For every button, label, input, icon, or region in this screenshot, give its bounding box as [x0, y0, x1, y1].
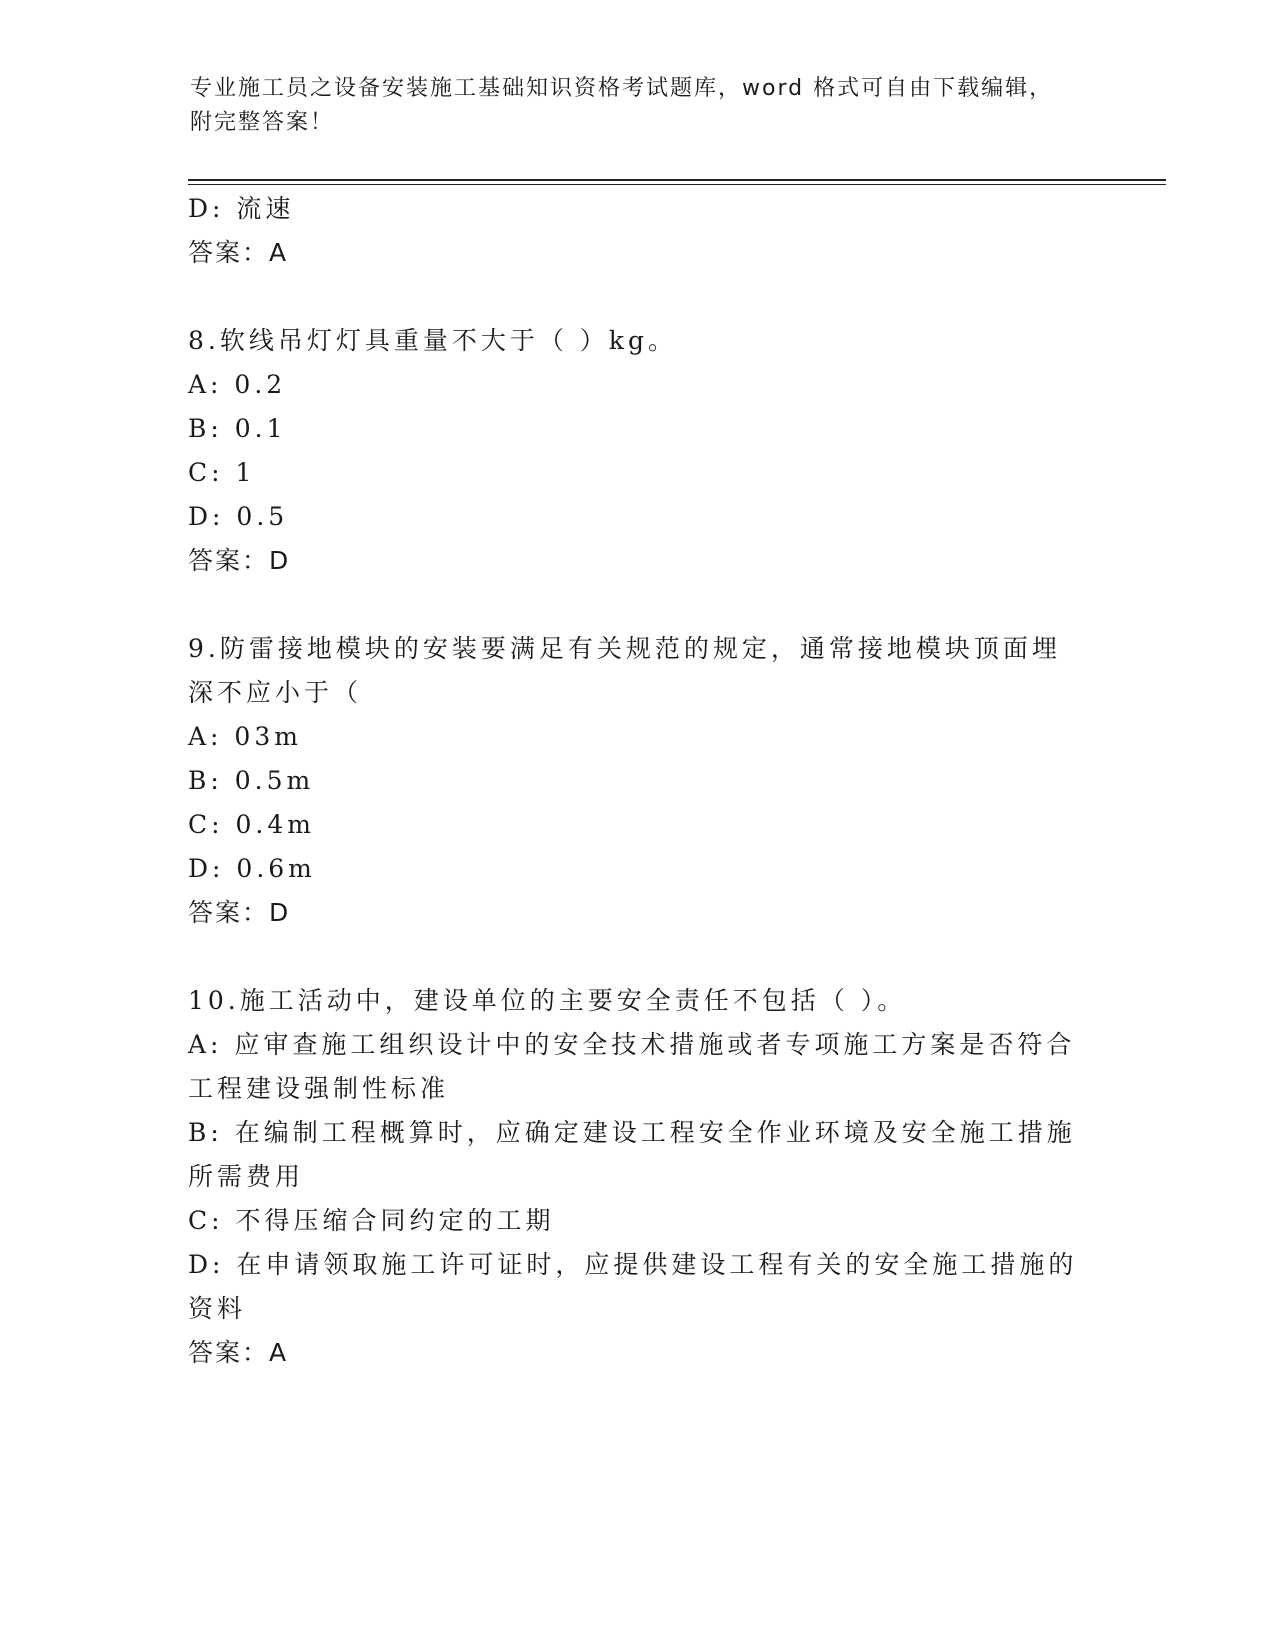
document-header — [190, 72, 1090, 140]
q10-option-b-line-1: B: 在编制工程概算时，应确定建设工程安全作业环境及安全施工措施 — [188, 1118, 1076, 1147]
q10-answer: 答案：A — [188, 1338, 289, 1367]
q8-answer: 答案：D — [188, 546, 291, 575]
q10-option-c: C: 不得压缩合同约定的工期 — [188, 1206, 555, 1235]
q8-stem: 8.软线吊灯灯具重量不大于（ ）kg。 — [188, 326, 677, 355]
header-divider-thin — [188, 184, 1166, 185]
q10-option-b-line-2: 所需费用 — [188, 1162, 305, 1191]
q10-option-d-line-2: 资料 — [188, 1294, 247, 1323]
header-divider-thick — [188, 179, 1166, 181]
q10-option-d-line-1: D: 在申请领取施工许可证时，应提供建设工程有关的安全施工措施的 — [188, 1250, 1078, 1279]
q9-option-c: C: 0.4m — [188, 810, 315, 839]
q9-option-a: A: 03m — [188, 722, 302, 751]
q8-option-c: C: 1 — [188, 458, 256, 487]
q8-option-b: B: 0.1 — [188, 414, 287, 443]
q9-stem-line-2: 深不应小于（ — [188, 678, 363, 707]
q9-option-d: D: 0.6m — [188, 854, 316, 883]
q10-option-a-line-2: 工程建设强制性标准 — [188, 1074, 450, 1103]
q9-option-b: B: 0.5m — [188, 766, 315, 795]
q8-option-d: D: 0.5 — [188, 502, 289, 531]
header-line-2: 附完整答案！ — [190, 110, 335, 135]
q9-answer: 答案：D — [188, 898, 291, 927]
q10-option-a-line-1: A: 应审查施工组织设计中的安全技术措施或者专项施工方案是否符合 — [188, 1030, 1076, 1059]
q7-option-d: D: 流速 — [188, 194, 295, 223]
q7-answer: 答案：A — [188, 238, 289, 267]
header-line-1: 专业施工员之设备安装施工基础知识资格考试题库，word 格式可自由下载编辑， — [190, 76, 1054, 101]
q8-option-a: A: 0.2 — [188, 370, 287, 399]
q10-stem: 10.施工活动中，建设单位的主要安全责任不包括（ ）。 — [188, 986, 907, 1015]
q9-stem-line-1: 9.防雷接地模块的安装要满足有关规范的规定，通常接地模块顶面埋 — [188, 634, 1061, 663]
